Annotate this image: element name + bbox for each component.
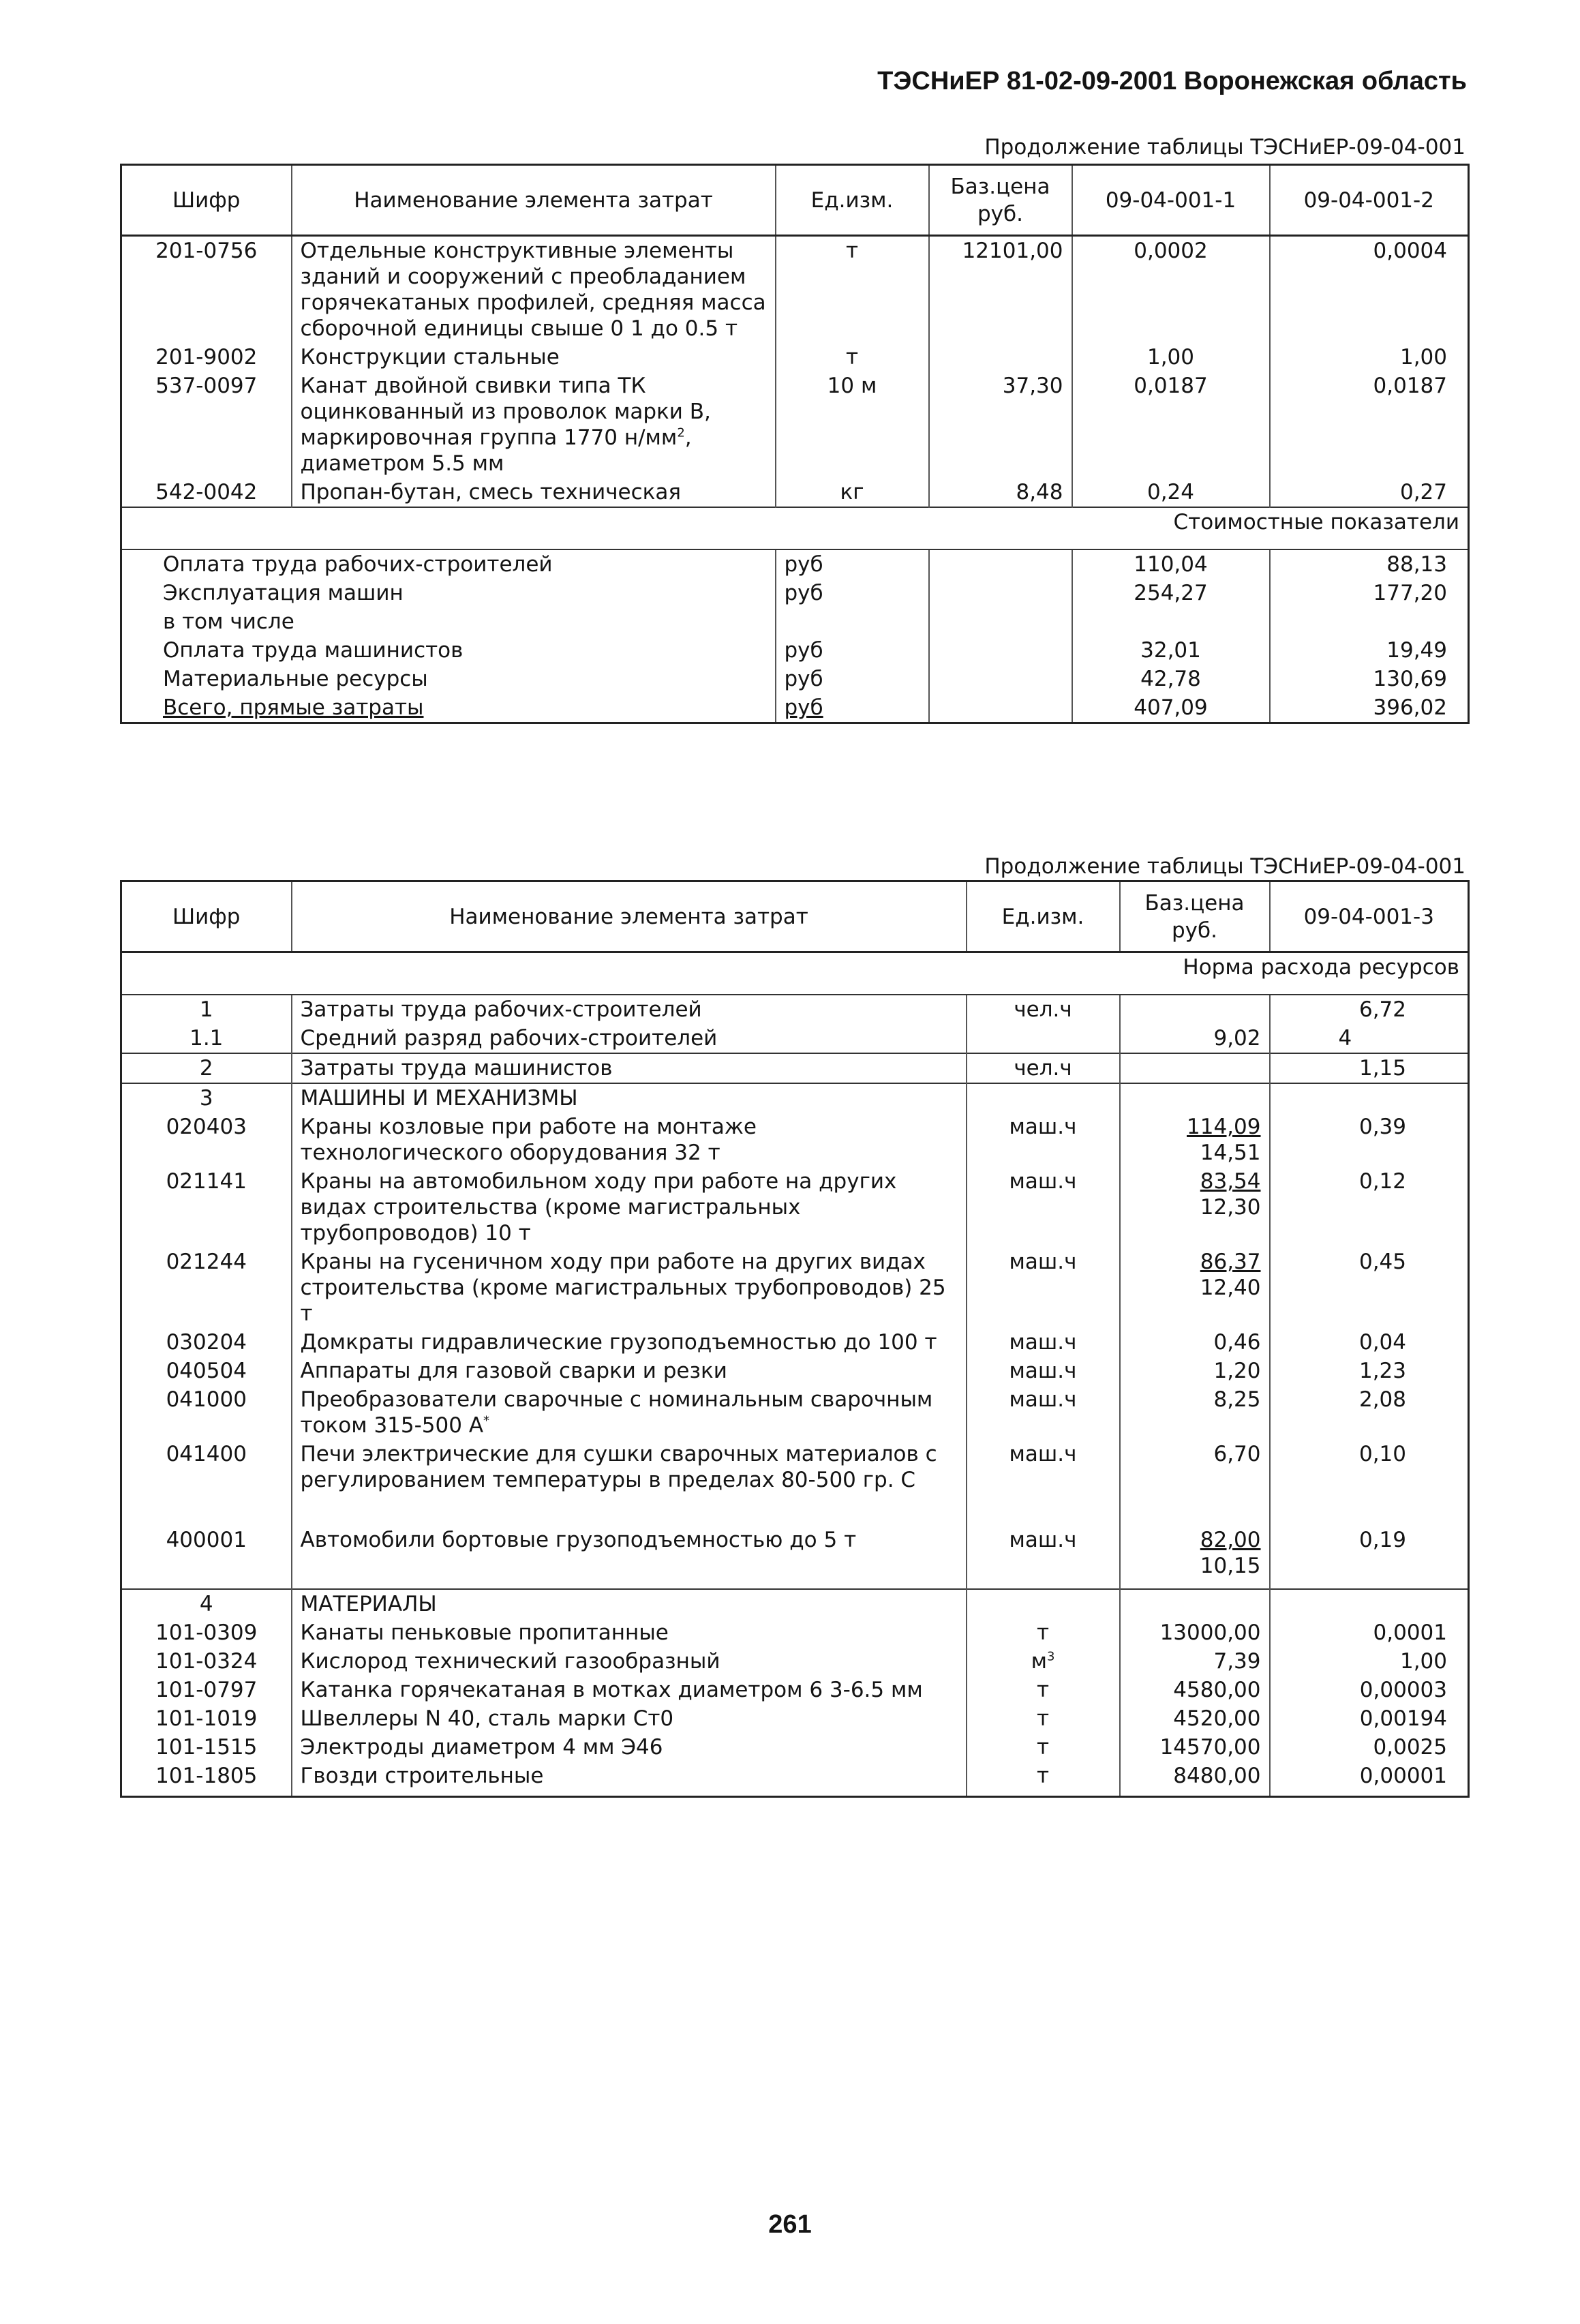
row-name: Кислород технический газообразный (292, 1647, 967, 1676)
table-row (121, 478, 1469, 507)
row-value: 0,39 (1270, 1113, 1469, 1167)
row-unit: т (967, 1733, 1120, 1762)
group-header-row (121, 1589, 1469, 1618)
row-name: Электроды диаметром 4 мм Э46 (292, 1733, 967, 1762)
col-name-header: Наименование элемента затрат (292, 165, 776, 236)
cost-value-2: 130,69 (1270, 665, 1469, 693)
col-unit-header: Ед.изм. (967, 881, 1120, 952)
row-value: 1,15 (1270, 1053, 1469, 1083)
row-unit: т (776, 236, 929, 344)
row-name: Аппараты для газовой сварки и резки (292, 1357, 967, 1385)
row-value: 0,0001 (1270, 1618, 1469, 1647)
row-name: Краны на гусеничном ходу при работе на других видах строительства (кроме магистральных трубопроводов) 25 т (292, 1248, 967, 1328)
row-unit: т (967, 1704, 1120, 1733)
row-unit: маш.ч (967, 1113, 1120, 1167)
group-code: 3 (121, 1083, 292, 1113)
table-row (121, 1440, 1469, 1526)
row-unit: маш.ч (967, 1248, 1120, 1328)
col-code-header: Шифр (121, 165, 292, 236)
col-variant-2-header: 09-04-001-2 (1270, 165, 1469, 236)
row-name: Гвозди строительные (292, 1762, 967, 1797)
row-code: 1.1 (121, 1024, 292, 1053)
table-continuation-caption: Продолжение таблицы ТЭСНиЕР-09-04-001 (984, 135, 1465, 160)
row-name: Отдельные конструктивные элементы зданий и сооружений с преобладанием горячекатаных профилей, средняя масса сборочной единицы свыше 0 1 до 0.5 т (292, 236, 776, 344)
row-price (929, 343, 1072, 372)
row-unit (967, 1647, 1120, 1676)
row-price-machinist: 12,40 (1200, 1276, 1261, 1300)
resource-table-2 (120, 880, 1470, 1798)
row-code: 537-0097 (121, 372, 292, 478)
cost-value-2: 177,20 (1270, 579, 1469, 607)
row-name (292, 372, 776, 478)
cost-unit: руб (776, 665, 929, 693)
row-price-machinist: 12,30 (1200, 1195, 1261, 1220)
table-row (121, 1618, 1469, 1647)
table-row (121, 1328, 1469, 1357)
row-value: 0,00001 (1270, 1762, 1469, 1797)
superscript: 2 (677, 425, 685, 440)
row-name: Затраты труда машинистов (292, 1053, 967, 1083)
row-price: 86,37 (1200, 1250, 1261, 1274)
group-title: МАШИНЫ И МЕХАНИЗМЫ (292, 1083, 967, 1113)
cost-row (121, 549, 1469, 579)
row-name-text-end: , диаметром 5.5 мм (300, 425, 692, 476)
row-code: 101-0324 (121, 1647, 292, 1676)
row-price: 14570,00 (1120, 1733, 1270, 1762)
table-row (121, 343, 1469, 372)
cost-value-1: 110,04 (1072, 549, 1270, 579)
cost-name: Эксплуатация машин (121, 579, 776, 607)
row-value: 6,72 (1270, 995, 1469, 1024)
col-price-header (929, 165, 1072, 236)
row-code: 101-1515 (121, 1733, 292, 1762)
row-unit: т (967, 1618, 1120, 1647)
table-row (121, 995, 1469, 1024)
row-value-1: 0,24 (1072, 478, 1270, 507)
cost-row (121, 665, 1469, 693)
section-header-row (121, 507, 1469, 549)
row-price: 82,00 (1200, 1528, 1261, 1552)
group-title: МАТЕРИАЛЫ (292, 1589, 967, 1618)
row-code: 2 (121, 1053, 292, 1083)
row-price: 4520,00 (1120, 1704, 1270, 1733)
cost-row (121, 607, 1469, 636)
row-value: 0,12 (1270, 1167, 1469, 1248)
row-name: Автомобили бортовые грузоподъемностью до 5 т (292, 1526, 967, 1589)
table-row (121, 1167, 1469, 1248)
row-price-machinist: 14,51 (1200, 1141, 1261, 1165)
row-value: 1,23 (1270, 1357, 1469, 1385)
row-value: 0,00194 (1270, 1704, 1469, 1733)
table-row (121, 236, 1469, 344)
row-value: 0,45 (1270, 1248, 1469, 1328)
row-name: Печи электрические для сушки сварочных материалов с регулированием температуры в пределах 80-500 гр. С (292, 1440, 967, 1526)
row-name-text: Канат двойной свивки типа ТК оцинкованный из проволок марки В, маркировочная группа 1770 н/мм (300, 374, 711, 450)
cost-value-2: 396,02 (1270, 693, 1469, 723)
row-unit: т (776, 343, 929, 372)
section-title: Норма расхода ресурсов (121, 952, 1469, 995)
price-header-line1: Баз.цена (950, 174, 1050, 199)
cost-value-1: 42,78 (1072, 665, 1270, 693)
row-unit: маш.ч (967, 1167, 1120, 1248)
price-header-line2: руб. (1172, 918, 1217, 943)
table-row (121, 1676, 1469, 1704)
row-code: 040504 (121, 1357, 292, 1385)
row-code: 021141 (121, 1167, 292, 1248)
cost-name: Оплата труда рабочих-строителей (121, 549, 776, 579)
row-value-1: 0,0187 (1072, 372, 1270, 478)
row-price: 0,46 (1120, 1328, 1270, 1357)
row-value: 0,19 (1270, 1526, 1469, 1589)
cost-row (121, 579, 1469, 607)
row-code: 041000 (121, 1385, 292, 1440)
cost-unit: руб (776, 693, 929, 723)
row-price: 8,25 (1120, 1385, 1270, 1440)
row-value-2: 0,0187 (1270, 372, 1469, 478)
row-code: 101-0309 (121, 1618, 292, 1647)
table-row (121, 1733, 1469, 1762)
unit-text: м (1031, 1649, 1047, 1674)
table-row (121, 1704, 1469, 1733)
cost-name: Оплата труда машинистов (121, 636, 776, 665)
row-code: 101-1805 (121, 1762, 292, 1797)
section-title: Стоимостные показатели (121, 507, 1469, 549)
row-unit: маш.ч (967, 1385, 1120, 1440)
row-value: 0,0025 (1270, 1733, 1469, 1762)
cost-unit: руб (776, 579, 929, 607)
table-header-row (121, 165, 1469, 236)
row-name: Катанка горячекатаная в мотках диаметром 6 3-6.5 мм (292, 1676, 967, 1704)
section-header-row (121, 952, 1469, 995)
row-code: 041400 (121, 1440, 292, 1526)
row-value: 0,10 (1270, 1440, 1469, 1526)
row-code: 201-9002 (121, 343, 292, 372)
cost-row-total (121, 693, 1469, 723)
row-name-text: Преобразователи сварочные с номинальным сварочным током 315-500 А (300, 1387, 933, 1438)
table-row (121, 1113, 1469, 1167)
row-price: 8480,00 (1120, 1762, 1270, 1797)
row-name: Средний разряд рабочих-строителей (292, 1024, 967, 1053)
cost-name: Всего, прямые затраты (121, 693, 776, 723)
cost-unit: руб (776, 549, 929, 579)
row-value-2: 0,0004 (1270, 236, 1469, 344)
page-title: ТЭСНиЕР 81-02-09-2001 Воронежская область (877, 67, 1467, 95)
row-price: 83,54 (1200, 1169, 1261, 1194)
row-price: 6,70 (1120, 1440, 1270, 1526)
row-name: Конструкции стальные (292, 343, 776, 372)
row-code: 542-0042 (121, 478, 292, 507)
row-unit: кг (776, 478, 929, 507)
row-value: 2,08 (1270, 1385, 1469, 1440)
cost-value-2: 88,13 (1270, 549, 1469, 579)
row-unit: маш.ч (967, 1526, 1120, 1589)
row-unit: чел.ч (967, 995, 1120, 1024)
cost-value-1: 32,01 (1072, 636, 1270, 665)
table-continuation-caption: Продолжение таблицы ТЭСНиЕР-09-04-001 (984, 854, 1465, 879)
price-header-line2: руб. (977, 201, 1023, 226)
row-price: 114,09 (1187, 1115, 1261, 1139)
table-row (121, 1053, 1469, 1083)
row-value: 4 (1270, 1024, 1469, 1053)
row-value-2: 1,00 (1270, 343, 1469, 372)
row-price: 13000,00 (1120, 1618, 1270, 1647)
table-row (121, 372, 1469, 478)
table-row (121, 1357, 1469, 1385)
cost-name: в том числе (121, 607, 776, 636)
row-price: 1,20 (1120, 1357, 1270, 1385)
row-name: Пропан-бутан, смесь техническая (292, 478, 776, 507)
superscript: 3 (1046, 1649, 1055, 1664)
row-unit: 10 м (776, 372, 929, 478)
table-row (121, 1248, 1469, 1328)
table-header-row (121, 881, 1469, 952)
group-header-row (121, 1083, 1469, 1113)
table-row (121, 1647, 1469, 1676)
cost-name: Материальные ресурсы (121, 665, 776, 693)
row-price-machinist: 10,15 (1200, 1554, 1261, 1578)
row-value: 1,00 (1270, 1647, 1469, 1676)
superscript: * (483, 1413, 490, 1428)
col-code-header: Шифр (121, 881, 292, 952)
row-price (1120, 995, 1270, 1024)
resource-table-1 (120, 164, 1470, 724)
row-value-1: 0,0002 (1072, 236, 1270, 344)
row-unit: маш.ч (967, 1440, 1120, 1526)
row-code: 021244 (121, 1248, 292, 1328)
row-price (1120, 1053, 1270, 1083)
row-unit (967, 1024, 1120, 1053)
row-code: 101-0797 (121, 1676, 292, 1704)
col-variant-1-header: 09-04-001-1 (1072, 165, 1270, 236)
row-code: 101-1019 (121, 1704, 292, 1733)
row-code: 400001 (121, 1526, 292, 1589)
row-code: 020403 (121, 1113, 292, 1167)
cost-value-1: 254,27 (1072, 579, 1270, 607)
row-name: Краны на автомобильном ходу при работе на других видах строительства (кроме магистральных трубопроводов) 10 т (292, 1167, 967, 1248)
page-number: 261 (768, 2210, 812, 2239)
row-value-2: 0,27 (1270, 478, 1469, 507)
col-price-header (1120, 881, 1270, 952)
row-price: 7,39 (1120, 1647, 1270, 1676)
row-value-1: 1,00 (1072, 343, 1270, 372)
cost-value-2: 19,49 (1270, 636, 1469, 665)
row-code: 201-0756 (121, 236, 292, 344)
price-header-line1: Баз.цена (1144, 890, 1245, 916)
col-name-header: Наименование элемента затрат (292, 881, 967, 952)
row-price: 12101,00 (929, 236, 1072, 344)
row-price: 9,02 (1120, 1024, 1270, 1053)
cost-row (121, 636, 1469, 665)
row-name: Швеллеры N 40, сталь марки Ст0 (292, 1704, 967, 1733)
row-code: 030204 (121, 1328, 292, 1357)
row-name (292, 1385, 967, 1440)
row-price: 37,30 (929, 372, 1072, 478)
cost-value-1: 407,09 (1072, 693, 1270, 723)
row-code: 1 (121, 995, 292, 1024)
table-row (121, 1024, 1469, 1053)
row-value: 0,00003 (1270, 1676, 1469, 1704)
row-unit: т (967, 1676, 1120, 1704)
row-unit: маш.ч (967, 1328, 1120, 1357)
table-row (121, 1526, 1469, 1589)
col-unit-header: Ед.изм. (776, 165, 929, 236)
row-price: 4580,00 (1120, 1676, 1270, 1704)
row-value: 0,04 (1270, 1328, 1469, 1357)
row-unit: чел.ч (967, 1053, 1120, 1083)
row-name: Затраты труда рабочих-строителей (292, 995, 967, 1024)
row-price: 8,48 (929, 478, 1072, 507)
table-row (121, 1762, 1469, 1797)
row-name: Домкраты гидравлические грузоподъемностью до 100 т (292, 1328, 967, 1357)
row-unit: маш.ч (967, 1357, 1120, 1385)
col-variant-3-header: 09-04-001-3 (1270, 881, 1469, 952)
row-name: Канаты пеньковые пропитанные (292, 1618, 967, 1647)
table-row (121, 1385, 1469, 1440)
group-code: 4 (121, 1589, 292, 1618)
row-name: Краны козловые при работе на монтаже технологического оборудования 32 т (292, 1113, 967, 1167)
cost-unit: руб (776, 636, 929, 665)
row-unit: т (967, 1762, 1120, 1797)
